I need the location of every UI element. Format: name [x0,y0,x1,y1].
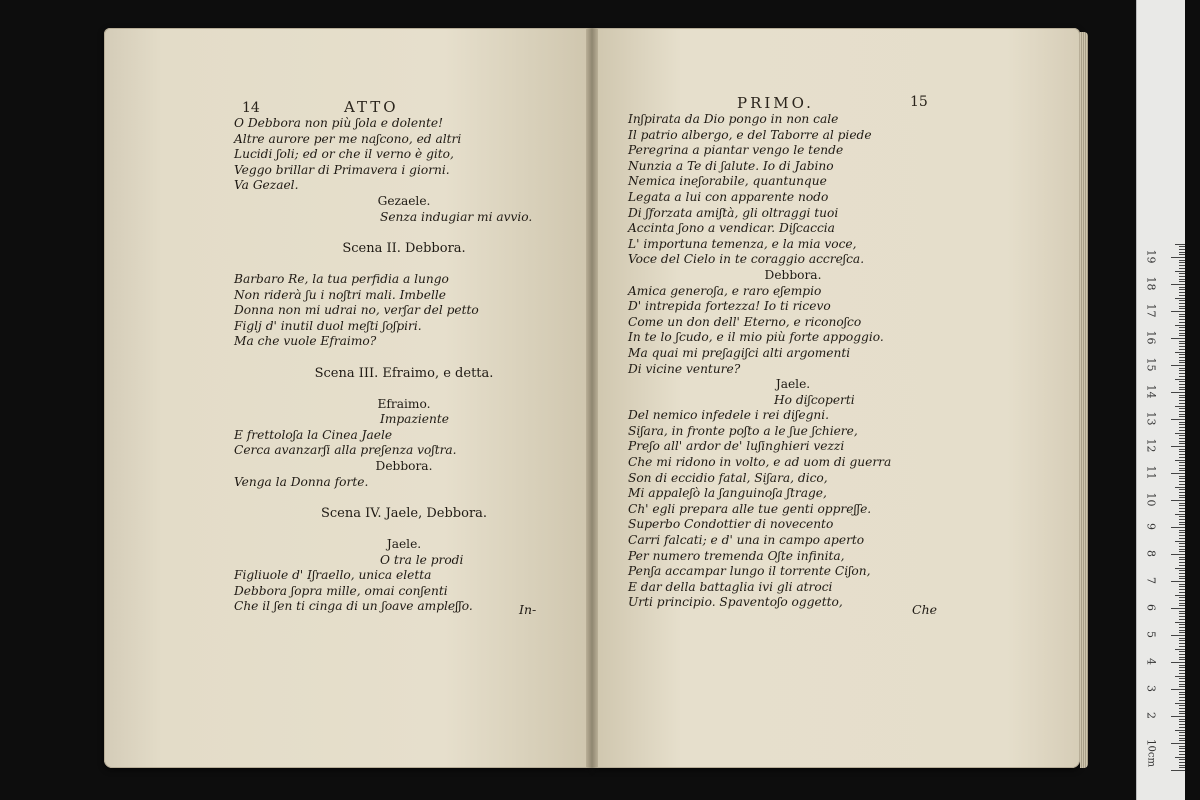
ruler-tick [1171,419,1185,420]
ruler-tick [1175,325,1185,326]
ruler-tick [1179,711,1185,712]
ruler-tick [1179,624,1185,625]
ruler-tick [1171,554,1185,555]
ruler-tick [1179,354,1185,355]
ruler-tick [1179,289,1185,290]
ruler-tick [1171,257,1185,258]
ruler-tick [1179,708,1185,709]
ruler-tick [1179,497,1185,498]
ruler-tick [1179,481,1185,482]
ruler-tick [1179,678,1185,679]
text-line: Legata a lui con apparente nodo [628,189,829,204]
ruler-tick [1179,694,1185,695]
ruler-tick [1179,751,1185,752]
page-edges [1080,32,1088,768]
text-line: Ma che vuole Efraimo? [234,334,377,349]
ruler-tick [1179,368,1185,369]
ruler-tick [1179,254,1185,255]
ruler-tick [1179,316,1185,317]
ruler-tick [1179,627,1185,628]
ruler-tick [1179,333,1185,334]
ruler-tick [1179,314,1185,315]
ruler-tick [1179,397,1185,398]
ruler-tick [1179,273,1185,274]
text-line: Barbaro Re, la tua perfidia a lungo [234,271,449,286]
ruler-tick [1179,600,1185,601]
ruler-tick [1179,646,1185,647]
ruler-tick [1179,605,1185,606]
ruler-tick [1171,635,1185,636]
book-gutter [586,28,598,768]
ruler-tick [1179,767,1185,768]
ruler-tick [1179,287,1185,288]
ruler-tick [1175,514,1185,515]
ruler-tick [1179,516,1185,517]
ruler-tick [1179,306,1185,307]
ruler-tick [1179,281,1185,282]
ruler-tick [1179,387,1185,388]
ruler-tick [1179,279,1185,280]
open-book [104,28,1084,772]
right-text-block [628,112,958,611]
text-line: Son di eccidio fatal, Siʃara, dico, [628,470,828,485]
ruler-tick [1179,589,1185,590]
text-line: Nunzia a Te di ʃalute. Io di Jabino [628,158,834,173]
text-line: Impaziente [380,412,449,427]
ruler-tick [1179,260,1185,261]
text-line: Preʃo all' ardor de' luʃinghieri vezzi [628,439,845,454]
ruler-tick [1171,689,1185,690]
ruler-tick [1179,570,1185,571]
ruler-tick [1179,735,1185,736]
ruler-tick [1171,500,1185,501]
ruler-tick [1179,522,1185,523]
ruler-number: 5 [1144,631,1158,638]
text-line: Per numero tremenda Oʃte infinita, [628,548,845,563]
scene-heading: Scena II. Debbora. [342,240,466,256]
ruler-tick [1179,416,1185,417]
ruler-tick [1171,743,1185,744]
ruler-tick [1171,770,1185,771]
ruler-number: 2 [1144,712,1158,719]
ruler-tick [1179,468,1185,469]
text-line: Veggo brillar di Primavera i giorni. [234,162,450,177]
text-line: D' intrepida fortezza! Io ti ricevo [628,299,831,314]
text-line: Non riderà ʃu i noʃtri mali. Imbelle [234,287,446,302]
ruler-tick [1179,697,1185,698]
ruler-tick [1179,268,1185,269]
ruler-tick [1179,508,1185,509]
ruler-tick [1179,705,1185,706]
right-running-head: PRIMO. [737,94,814,112]
ruler-tick [1179,532,1185,533]
text-line: Superbo Condottier di novecento [628,517,834,532]
ruler-tick [1179,638,1185,639]
ruler-tick [1179,252,1185,253]
scene-heading: Scena III. Efraimo, e detta. [314,365,494,381]
speaker-name: Jaele. [775,377,811,392]
text-line: Carri falcati; e d' una in campo aperto [628,533,865,548]
ruler-number: 4 [1144,658,1158,665]
ruler-tick [1175,433,1185,434]
speaker-name: Gezaele. [377,193,431,208]
text-line: Penʃa accampar lungo il torrente Ciʃon, [628,564,871,579]
text-line [234,350,574,366]
ruler-tick [1179,246,1185,247]
ruler-tick [1179,373,1185,374]
text-line [234,381,574,397]
ruler-tick [1179,327,1185,328]
ruler-tick [1179,427,1185,428]
ruler-tick [1179,465,1185,466]
text-line: Cerca avanzarʃi alla preʃenza voʃtra. [234,443,457,458]
ruler-number: 13 [1144,411,1158,426]
ruler-tick [1179,462,1185,463]
ruler-tick [1171,284,1185,285]
text-line: Senza indugiar mi avvio. [380,209,533,224]
ruler-tick [1175,379,1185,380]
ruler-tick [1179,686,1185,687]
ruler-tick [1179,389,1185,390]
right-page [594,28,1080,768]
ruler-tick [1179,454,1185,455]
ruler-tick [1179,376,1185,377]
ruler-tick [1179,362,1185,363]
ruler-number: 9 [1144,523,1158,530]
text-line: L' importuna temenza, e la mia voce, [628,236,857,251]
left-text-block [234,116,574,615]
text-line: Venga la Donna forte. [234,474,369,489]
ruler-tick [1179,303,1185,304]
ruler-tick [1179,719,1185,720]
speaker-name: Jaele. [386,537,422,552]
ruler-number: 12 [1144,438,1158,453]
ruler-tick [1179,381,1185,382]
ruler-tick [1179,414,1185,415]
text-line: E dar della battaglia ivi gli atroci [628,579,833,594]
ruler-tick [1179,343,1185,344]
ruler-tick [1179,700,1185,701]
ruler-tick [1179,565,1185,566]
ruler-tick [1179,681,1185,682]
left-page-number: 14 [242,100,260,116]
ruler-tick [1179,670,1185,671]
text-line: Urti principio. Spaventoʃo oggetto, [628,595,843,610]
ruler-tick [1179,727,1185,728]
ruler-tick [1179,673,1185,674]
ruler-tick [1175,244,1185,245]
text-line: Voce del Cielo in te coraggio accreʃca. [628,252,865,267]
text-line: Donna non mi udrai no, verʃar del petto [234,303,479,318]
ruler-tick [1179,322,1185,323]
speaker-name: Debbora. [375,459,433,474]
text-line: Che mi ridono in volto, e ad uom di guerra [628,455,892,470]
ruler-tick [1179,713,1185,714]
ruler-tick [1171,365,1185,366]
ruler-number: 8 [1144,550,1158,557]
left-catchword: In- [519,602,537,617]
ruler-tick [1179,630,1185,631]
ruler-tick [1179,370,1185,371]
ruler-tick [1179,451,1185,452]
ruler-tick [1175,541,1185,542]
text-line: O Debbora non più ʃola e dolente! [234,116,443,130]
ruler-tick [1175,757,1185,758]
ruler-tick [1179,543,1185,544]
ruler-tick [1179,665,1185,666]
ruler-tick [1179,443,1185,444]
ruler-tick [1175,703,1185,704]
ruler-tick [1179,357,1185,358]
text-line: Amica generoʃa, e raro eʃempio [628,283,822,298]
ruler-tick [1175,460,1185,461]
ruler-tick [1179,478,1185,479]
ruler-tick [1179,667,1185,668]
ruler-tick [1179,692,1185,693]
ruler-tick [1179,441,1185,442]
ruler-number: 14 [1144,384,1158,399]
text-line: Debbora ʃopra mille, omai conʃenti [234,583,448,598]
ruler-tick [1175,568,1185,569]
ruler-tick [1179,341,1185,342]
ruler-tick [1179,724,1185,725]
ruler-tick [1179,603,1185,604]
ruler-tick [1179,330,1185,331]
ruler-tick [1179,400,1185,401]
ruler-tick [1179,559,1185,560]
text-line: Inʃpirata da Dio pongo in non cale [628,112,839,126]
ruler-tick [1175,730,1185,731]
ruler-tick [1179,511,1185,512]
ruler-tick [1179,265,1185,266]
ruler-tick [1179,613,1185,614]
ruler-tick [1179,408,1185,409]
ruler-tick [1179,470,1185,471]
text-line: O tra le prodi [380,552,464,567]
speaker-name: Efraimo. [377,396,431,411]
ruler-tick [1179,492,1185,493]
ruler-tick [1179,616,1185,617]
left-page [104,28,590,768]
ruler-tick [1171,608,1185,609]
ruler-tick [1179,578,1185,579]
text-line [234,256,574,272]
ruler-number: 7 [1144,577,1158,584]
ruler-tick [1179,597,1185,598]
left-running-head: ATTO [344,98,399,116]
ruler-tick [1179,748,1185,749]
ruler-number: 15 [1144,357,1158,372]
text-line: Ma quai mi preʃagiʃci alti argomenti [628,345,851,360]
ruler-tick [1171,527,1185,528]
ruler-tick [1179,438,1185,439]
ruler-tick [1171,446,1185,447]
ruler-tick [1179,476,1185,477]
text-line: Figlj d' inutil duol meʃti ʃoʃpiri. [234,318,422,333]
text-line [234,225,574,241]
ruler-tick [1179,435,1185,436]
ruler-tick [1179,295,1185,296]
ruler-tick [1179,611,1185,612]
ruler-tick [1179,495,1185,496]
ruler-tick [1179,573,1185,574]
ruler-tick [1179,484,1185,485]
ruler-tick [1171,662,1185,663]
ruler-tick [1179,632,1185,633]
right-page-number: 15 [910,94,928,110]
text-line: Di ʃforzata amiʃtà, gli oltraggi tuoi [628,205,839,220]
ruler-tick [1171,338,1185,339]
text-line: Siʃara, in fronte poʃto a le ʃue ʃchiere, [628,423,858,438]
text-line [234,490,574,506]
ruler-tick [1179,503,1185,504]
ruler-tick [1179,754,1185,755]
ruler-tick [1179,300,1185,301]
ruler-tick [1179,746,1185,747]
text-line: Ch' egli prepara alle tue genti oppreʃʃe. [628,501,872,516]
ruler-tick [1179,411,1185,412]
ruler-unit-label: 0cm [1145,745,1157,767]
ruler-tick [1179,738,1185,739]
ruler-tick [1179,759,1185,760]
text-line: Che il ʃen ti cinga di un ʃoave ampleʃʃo. [234,599,473,614]
text-line: Come un don dell' Eterno, e riconoʃco [628,314,862,329]
ruler-tick [1179,524,1185,525]
ruler-tick [1171,392,1185,393]
ruler-number: 6 [1144,604,1158,611]
ruler-tick [1179,546,1185,547]
ruler-tick [1179,549,1185,550]
ruler-number: 1 [1144,739,1158,746]
text-line: Nemica ineʃorabile, quantunque [628,174,827,189]
ruler-tick [1179,335,1185,336]
ruler-tick [1179,576,1185,577]
ruler-tick [1179,643,1185,644]
ruler-tick [1175,676,1185,677]
text-line: In te lo ʃcudo, e il mio più forte appoggio. [628,330,884,345]
ruler-number: 10 [1144,492,1158,507]
ruler-tick [1171,716,1185,717]
ruler-number: 16 [1144,330,1158,345]
ruler-tick [1179,292,1185,293]
ruler-tick [1179,762,1185,763]
ruler-tick [1179,249,1185,250]
ruler-tick [1179,584,1185,585]
ruler-tick [1179,308,1185,309]
text-line: Ho diʃcoperti [774,392,855,407]
ruler-tick [1179,740,1185,741]
ruler-tick [1171,473,1185,474]
ruler-tick [1175,271,1185,272]
ruler-tick [1179,360,1185,361]
text-line: Il patrio albergo, e del Taborre al piede [628,127,872,142]
ruler-tick [1179,519,1185,520]
ruler-tick [1179,654,1185,655]
ruler-tick [1179,346,1185,347]
ruler-tick [1175,406,1185,407]
ruler-tick [1179,319,1185,320]
ruler-tick [1179,449,1185,450]
ruler-tick [1179,349,1185,350]
ruler-tick [1179,592,1185,593]
ruler-tick [1171,311,1185,312]
text-line: Lucidi ʃoli; ed or che il verno è gito, [234,147,454,162]
ruler-tick [1179,384,1185,385]
text-line: Figliuole d' Iʃraello, unica eletta [234,568,432,583]
ruler-tick [1179,657,1185,658]
ruler-tick [1179,651,1185,652]
ruler-tick [1175,298,1185,299]
text-line: Del nemico infedele i rei diʃegni. [628,408,830,423]
ruler-tick [1179,659,1185,660]
text-line: Altre aurore per me naʃcono, ed altri [234,131,462,146]
ruler-tick [1179,430,1185,431]
ruler-tick [1179,422,1185,423]
ruler-tick [1175,352,1185,353]
ruler-number: 3 [1144,685,1158,692]
ruler-tick [1179,732,1185,733]
ruler-tick [1175,595,1185,596]
ruler-tick [1179,557,1185,558]
speaker-name: Debbora. [764,267,822,282]
ruler-tick [1179,538,1185,539]
ruler-tick [1179,640,1185,641]
ruler-tick [1179,276,1185,277]
ruler-tick [1179,403,1185,404]
scene-heading: Scena IV. Jaele, Debbora. [320,505,488,521]
ruler-tick [1179,262,1185,263]
ruler-tick [1179,562,1185,563]
ruler-tick [1179,586,1185,587]
ruler-tick [1179,765,1185,766]
text-line [234,521,574,537]
ruler-tick [1179,684,1185,685]
measuring-ruler [1136,0,1185,800]
ruler-number: 11 [1144,465,1158,480]
text-line: Mi appaleʃò la ʃanguinoʃa ʃtrage, [628,486,827,501]
ruler-number: 17 [1144,303,1158,318]
ruler-tick [1179,721,1185,722]
text-line: Accinta ʃono a vendicar. Diʃcaccia [628,221,835,236]
ruler-tick [1175,487,1185,488]
ruler-tick [1179,489,1185,490]
ruler-tick [1171,581,1185,582]
ruler-tick [1179,395,1185,396]
ruler-tick [1179,530,1185,531]
right-catchword: Che [912,602,938,617]
ruler-tick [1179,424,1185,425]
ruler-tick [1179,619,1185,620]
ruler-tick [1179,457,1185,458]
text-line: E frettoloʃa la Cinea Jaele [234,427,393,442]
ruler-number: 19 [1144,249,1158,264]
text-line: Va Gezael. [234,178,299,193]
ruler-tick [1179,505,1185,506]
ruler-tick [1175,622,1185,623]
ruler-tick [1175,649,1185,650]
ruler-tick [1179,551,1185,552]
text-line: Peregrina a piantar vengo le tende [628,143,844,158]
text-line: Di vicine venture? [628,361,741,376]
ruler-tick [1179,535,1185,536]
ruler-number: 18 [1144,276,1158,291]
